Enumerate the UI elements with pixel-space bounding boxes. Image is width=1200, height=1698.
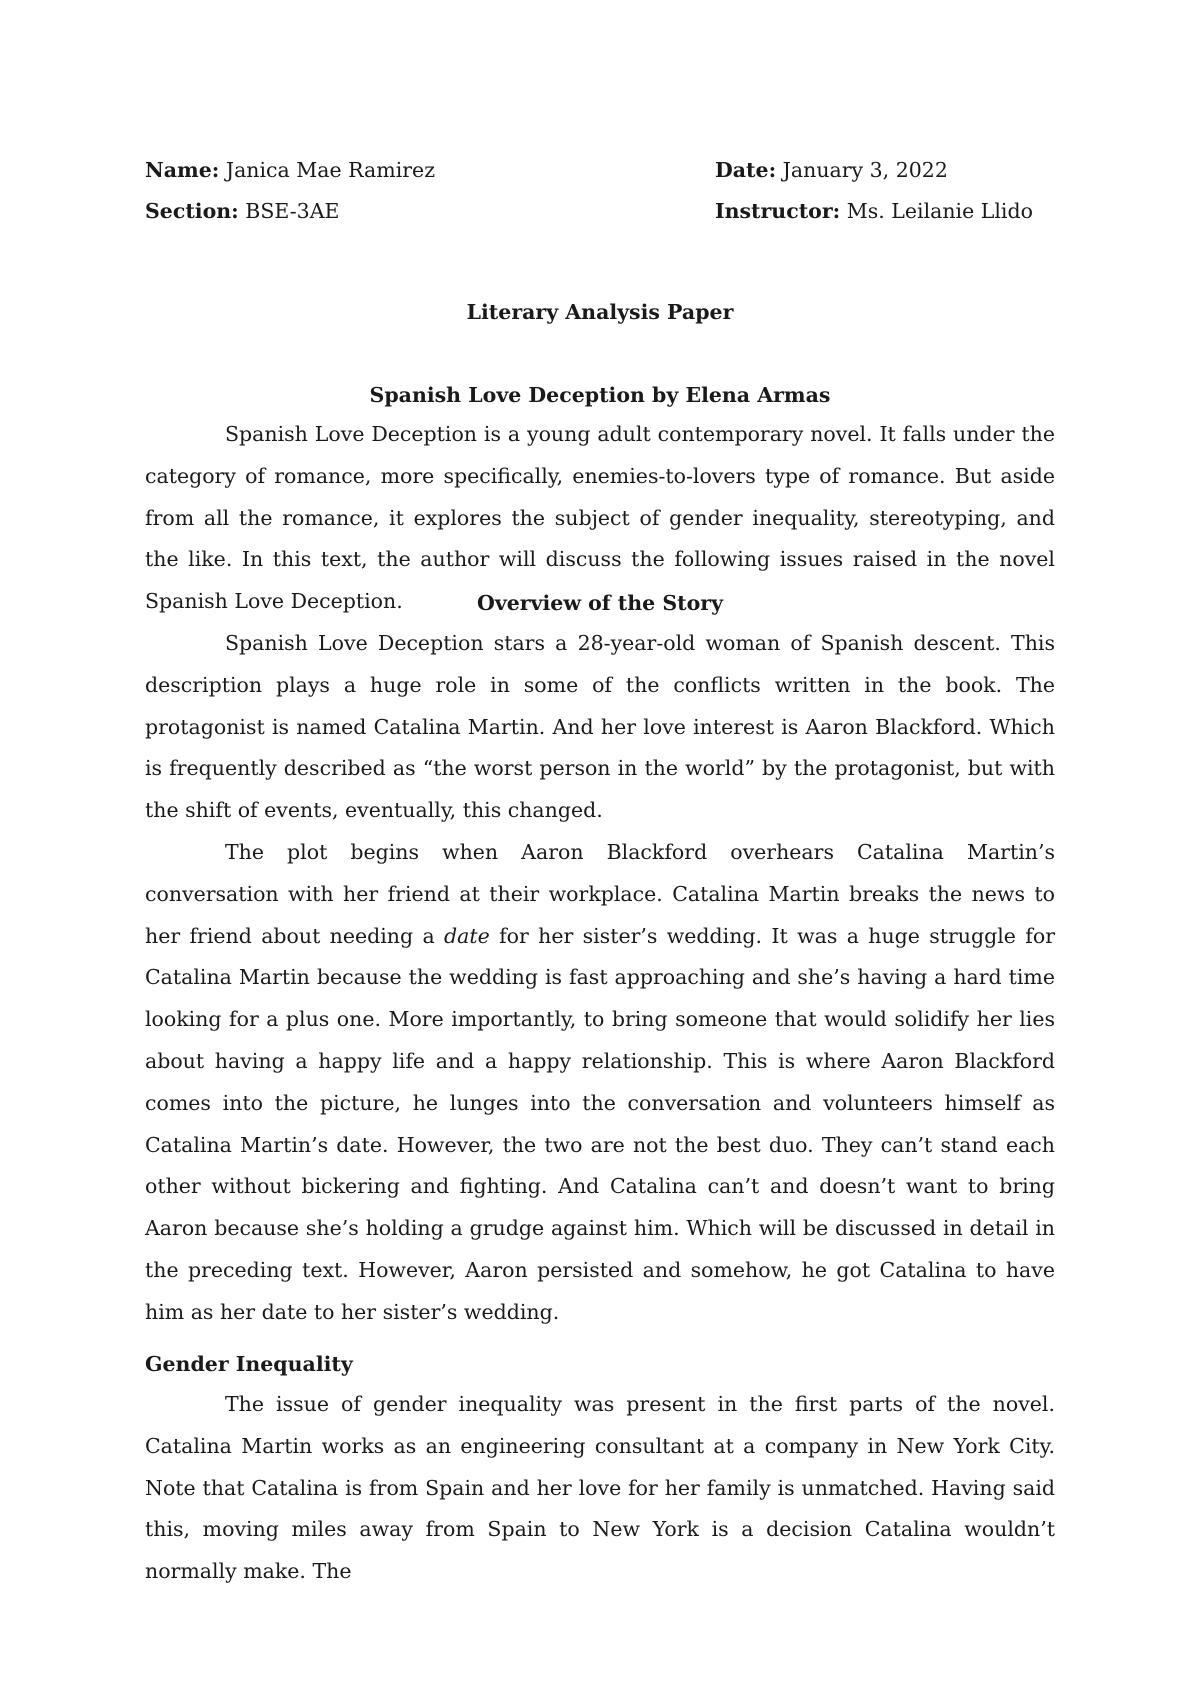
header-row-2: [145, 199, 1055, 229]
overview-heading: Overview of the Story: [477, 591, 723, 615]
instructor-field: [715, 199, 1033, 223]
header-row-1: [145, 158, 1055, 188]
section-value: BSE-3AE: [245, 199, 340, 223]
date-field: [715, 158, 948, 182]
instructor-value: Ms. Leilanie Llido: [846, 199, 1033, 223]
overview-paragraph-2-end: for her sister’s wedding. It was a huge struggle for Catalina Martin because the wedding is fast approaching and she’s having a hard time looking for a plus one. More importantly, to bring someone that would solidify her lies about having a happy life and a happy relationship. This is where Aaron Blackford comes into the picture, he lunges into the conversation and volunteers himself as Catalina Martin’s date. However, the two are not the best duo. They can’t stand each other without bickering and fighting. And Catalina can’t and doesn’t want to bring Aaron because she’s holding a grudge against him. Which will be discussed in detail in the preceding text. However, Aaron persisted and somehow, he got Catalina to have him as her date to her sister’s wedding.: [145, 923, 1055, 1324]
section-field: [145, 199, 339, 223]
name-field: [145, 158, 435, 182]
instructor-label: Instructor:: [715, 199, 841, 223]
intro-paragraph: Spanish Love Deception is a young adult contemporary novel. It falls under the category of romance, more specifically, enemies-to-lovers type of romance. But aside from all the romance, it explores the subject of gender inequality, stereotyping, and the like. In this text, the author will discuss the following issues raised in the novel Spanish Love Deception.: [145, 422, 1055, 614]
overview-paragraph-1: Spanish Love Deception stars a 28-year-old woman of Spanish descent. This description plays a huge role in some of the conflicts written in the book. The protagonist is named Catalina Martin. And her love interest is Aaron Blackford. Which is frequently described as “the worst person in the world” by the protagonist, but with the shift of events, eventually, this changed.: [145, 631, 1055, 823]
overview-paragraph-2-start: The plot begins when Aaron Blackford overhears Catalina Martin’s conversation with her friend at their workplace. Catalina Martin breaks the news to her friend about needing a: [145, 840, 1055, 948]
name-label: Name:: [145, 158, 220, 182]
book-title: Spanish Love Deception by Elena Armas: [369, 383, 831, 407]
section-label: Section:: [145, 199, 239, 223]
gender-inequality-paragraph-1: The issue of gender inequality was present in the first parts of the novel. Catalina Martin works as an engineering consultant at a company in New York City. Note that Catalina is from Spain and her love for her family is unmatched. Having said this, moving miles away from Spain to New York is a decision Catalina wouldn’t normally make. The: [145, 1392, 1055, 1584]
gender-inequality-heading: Gender Inequality: [145, 1352, 353, 1376]
date-label: Date:: [715, 158, 777, 182]
name-value: Janica Mae Ramirez: [225, 158, 435, 182]
date-value: January 3, 2022: [782, 158, 948, 182]
overview-paragraph-2: [145, 832, 1055, 1334]
date-emphasis: date: [444, 923, 490, 948]
paper-title: Literary Analysis Paper: [466, 300, 734, 324]
